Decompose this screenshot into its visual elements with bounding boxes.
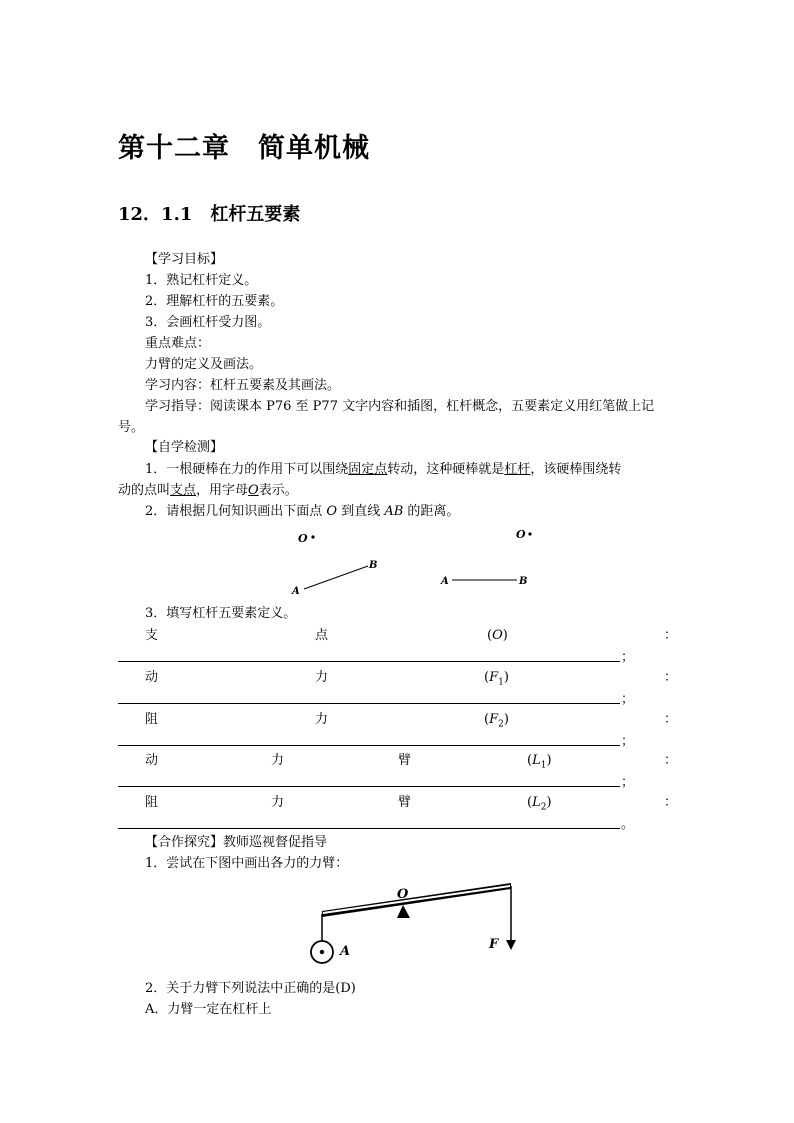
question-1-cont: 动的点叫支点，用字母O表示。	[118, 483, 298, 498]
answer-blank: O	[248, 483, 259, 498]
fulcrum-icon	[397, 905, 410, 918]
geometry-figure-2	[435, 522, 545, 592]
answer-blank: 固定点	[348, 462, 388, 477]
content-line: 学习内容：杠杆五要素及其画法。	[145, 378, 341, 393]
force-label: F	[489, 937, 499, 952]
arrow-down-icon	[506, 940, 516, 950]
question-2: 2．请根据几何知识画出下面点 O 到直线 AB 的距离。	[145, 504, 460, 519]
answer-line	[118, 661, 620, 662]
question-3: 3．填写杠杆五要素定义。	[145, 606, 297, 621]
point-a-label: A	[441, 576, 449, 587]
lever-figure	[300, 876, 530, 972]
guide-line-cont: 号。	[118, 420, 145, 435]
difficulty-label: 重点难点：	[145, 336, 211, 351]
answer-blank: 杠杆	[504, 462, 531, 477]
point-a-label: A	[340, 944, 351, 959]
explore-question-2: 2．关于力臂下列说法中正确的是(D)	[145, 981, 356, 996]
guide-line: 学习指导：阅读课本 P76 至 P77 文字内容和插图，杠杆概念，五要素定义用红笔做上记	[145, 399, 655, 414]
objective-item: 2．理解杠杆的五要素。	[145, 294, 284, 309]
self-check-heading: 【自学检测】	[145, 440, 224, 455]
explore-question-1: 1．尝试在下图中画出各力的力臂：	[145, 856, 349, 871]
geometry-figure-1	[280, 522, 400, 602]
question-1: 1．一根硬棒在力的作用下可以围绕固定点转动，这种硬棒就是杠杆，该硬棒围绕转	[145, 462, 622, 477]
objective-item: 3．会画杠杆受力图。	[145, 315, 271, 330]
section-title: 12．1.1 杠杆五要素	[118, 204, 301, 225]
point-b-label: B	[369, 560, 378, 571]
segment-ab	[304, 566, 368, 589]
answer-line	[118, 745, 620, 746]
point-o	[311, 535, 314, 538]
point-a-label: A	[292, 586, 300, 597]
objectives-heading: 【学习目标】	[145, 252, 224, 267]
objective-item: 1．熟记杠杆定义。	[145, 273, 258, 288]
fulcrum-label: O	[397, 887, 409, 902]
point-b-label: B	[519, 576, 528, 587]
option-a: A．力臂一定在杠杆上	[145, 1002, 272, 1017]
answer-line	[118, 828, 620, 829]
point-o-label: O	[298, 532, 308, 545]
chapter-title: 第十二章 简单机械	[118, 133, 370, 164]
difficulty-text: 力臂的定义及画法。	[145, 357, 263, 372]
point-o-label: O	[516, 528, 526, 541]
point-o	[528, 532, 531, 535]
answer-line	[118, 786, 620, 787]
answer-line	[118, 703, 620, 704]
explore-heading: 【合作探究】教师巡视督促指导	[145, 835, 328, 850]
answer-blank: 支点	[170, 483, 197, 498]
